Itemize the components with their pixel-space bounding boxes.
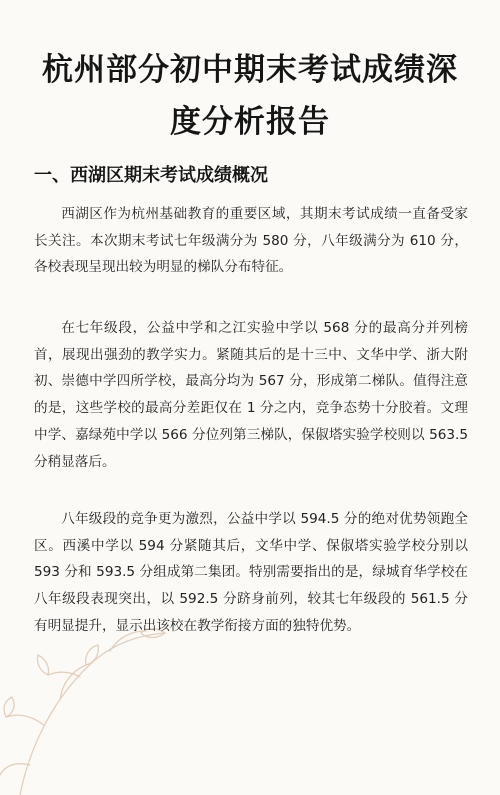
paragraph: 西湖区作为杭州基础教育的重要区域，其期末考试成绩一直备受家长关注。本次期末考试七年级满分为 580 分，八年级满分为 610 分，各校表现呈现出较为明显的梯队分布特征。 — [34, 206, 468, 276]
document-title: 杭州部分初中期末考试成绩深度分析报告 — [42, 52, 458, 140]
paragraph: 八年级段的竞争更为激烈，公益中学以 594.5 分的绝对优势领跑全区。西溪中学以 594 分紧随其后，文华中学、保俶塔实验学校分别以 593 分和 593.5 分组成第二集团。特别需要指出的是，绿城育华学校在八年级段表现突出，以 592.5 分跻身前列，较其七年级段的 561.5 分有明显提升，显示出该校在教学衔接方面的独特优势。 — [34, 511, 468, 634]
paragraph: 在七年级段，公益中学和之江实验中学以 568 分的最高分并列榜首，展现出强劲的教学实力。紧随其后的是十三中、文华中学、浙大附初、崇德中学四所学校，最高分均为 567 分，形成第二梯队。值得注意的是，这些学校的最高分差距仅在 1 分之内，竞争态势十分胶着。文理中学、嘉绿苑中学以 566 分位列第三梯队，保俶塔实验学校则以 563.5 分稍显落后。 — [34, 320, 468, 470]
section-heading: 一、西湖区期末考试成绩概况 — [34, 165, 268, 186]
